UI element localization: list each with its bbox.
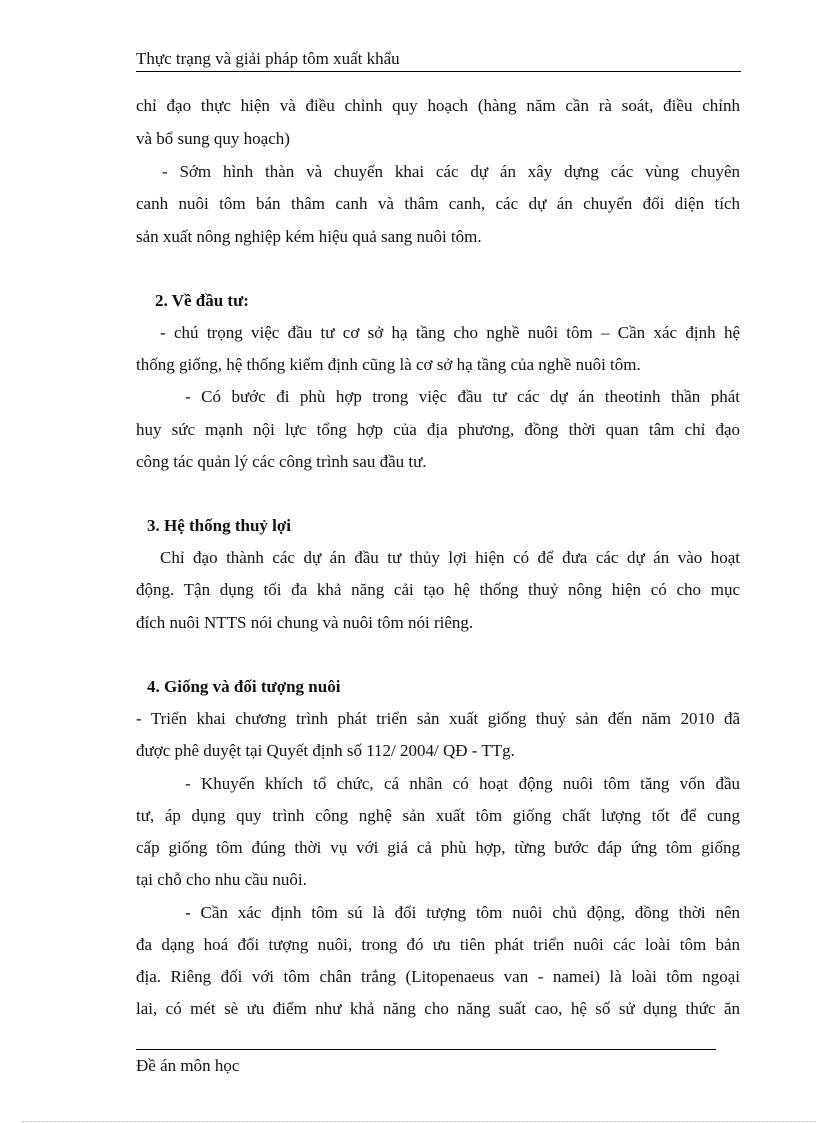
paragraph-line: - Sớm hình thàn và chuyển khai các dự án xây dựng các vùng chuyên [162, 162, 740, 181]
paragraph-line: đa dạng hoá đối tượng nuôi, trong đó ưu tiên phát triển nuôi các loài tôm bản [136, 935, 740, 954]
paragraph-line: - Cần xác định tôm sú là đối tượng tôm nuôi chủ động, đồng thời nên [185, 903, 740, 922]
section-heading: 4. Giống và đối tượng nuôi [147, 677, 341, 696]
paragraph-line: và bổ sung quy hoạch) [136, 129, 290, 148]
paragraph-line: chỉ đạo thực hiện và điều chỉnh quy hoạch (hàng năm cần rà soát, điều chỉnh [136, 96, 740, 115]
page-header-title: Thực trạng và giải pháp tôm xuất khẩu [136, 49, 400, 68]
page-edge-divider [22, 1121, 816, 1122]
paragraph-line: công tác quản lý các công trình sau đầu tư. [136, 452, 427, 471]
header-rule [136, 71, 741, 72]
paragraph-line: huy sức mạnh nội lực tổng hợp của địa phương, đồng thời quan tâm chỉ đạo [136, 420, 740, 439]
paragraph-line: địa. Riêng đối với tôm chân trắng (Litopenaeus van - namei) là loài tôm ngoại [136, 967, 740, 986]
paragraph-line: lai, có mét sè ưu điểm như khả năng cho năng suất cao, hệ số sử dụng thức ăn [136, 999, 740, 1018]
paragraph-line: đích nuôi NTTS nói chung và nuôi tôm nói riêng. [136, 613, 474, 632]
paragraph-line: Chỉ đạo thành các dự án đầu tư thủy lợi hiện có để đưa các dự án vào hoạt [160, 548, 740, 567]
section-heading: 3. Hệ thống thuỷ lợi [147, 516, 292, 535]
paragraph-line: - Triển khai chương trình phát triển sản xuất giống thuỷ sản đến năm 2010 đã [136, 709, 740, 728]
paragraph-line: - Có bước đi phù hợp trong việc đầu tư các dự án theotinh thần phát [185, 387, 740, 406]
paragraph-line: - Khuyến khích tổ chức, cá nhân có hoạt động nuôi tôm tăng vốn đầu [185, 774, 740, 793]
paragraph-line: - chú trọng việc đầu tư cơ sở hạ tầng cho nghề nuôi tôm – Cần xác định hệ [160, 323, 740, 342]
paragraph-line: thống giống, hệ thống kiểm định cũng là cơ sở hạ tầng của nghề nuôi tôm. [136, 355, 641, 374]
paragraph-line: tại chỗ cho nhu cầu nuôi. [136, 870, 307, 889]
paragraph-line: canh nuôi tôm bán thâm canh và thâm canh, các dự án chuyển đổi diện tích [136, 194, 740, 213]
section-heading: 2. Về đầu tư: [155, 291, 249, 310]
paragraph-line: động. Tận dụng tối đa khả năng cải tạo hệ thống thuỷ nông hiện có cho mục [136, 580, 740, 599]
paragraph-line: sản xuất nông nghiệp kém hiệu quả sang nuôi tôm. [136, 227, 482, 246]
page-footer-text: Đề án môn học [136, 1056, 240, 1075]
footer-rule [136, 1049, 716, 1050]
paragraph-line: cấp giống tôm đúng thời vụ với giá cả phù hợp, từng bước đáp ứng tôm giống [136, 838, 740, 857]
paragraph-line: được phê duyệt tại Quyết định số 112/ 2004/ QĐ - TTg. [136, 741, 515, 760]
paragraph-line: tư, áp dụng quy trình công nghệ sản xuất tôm giống chất lượng tốt để cung [136, 806, 740, 825]
